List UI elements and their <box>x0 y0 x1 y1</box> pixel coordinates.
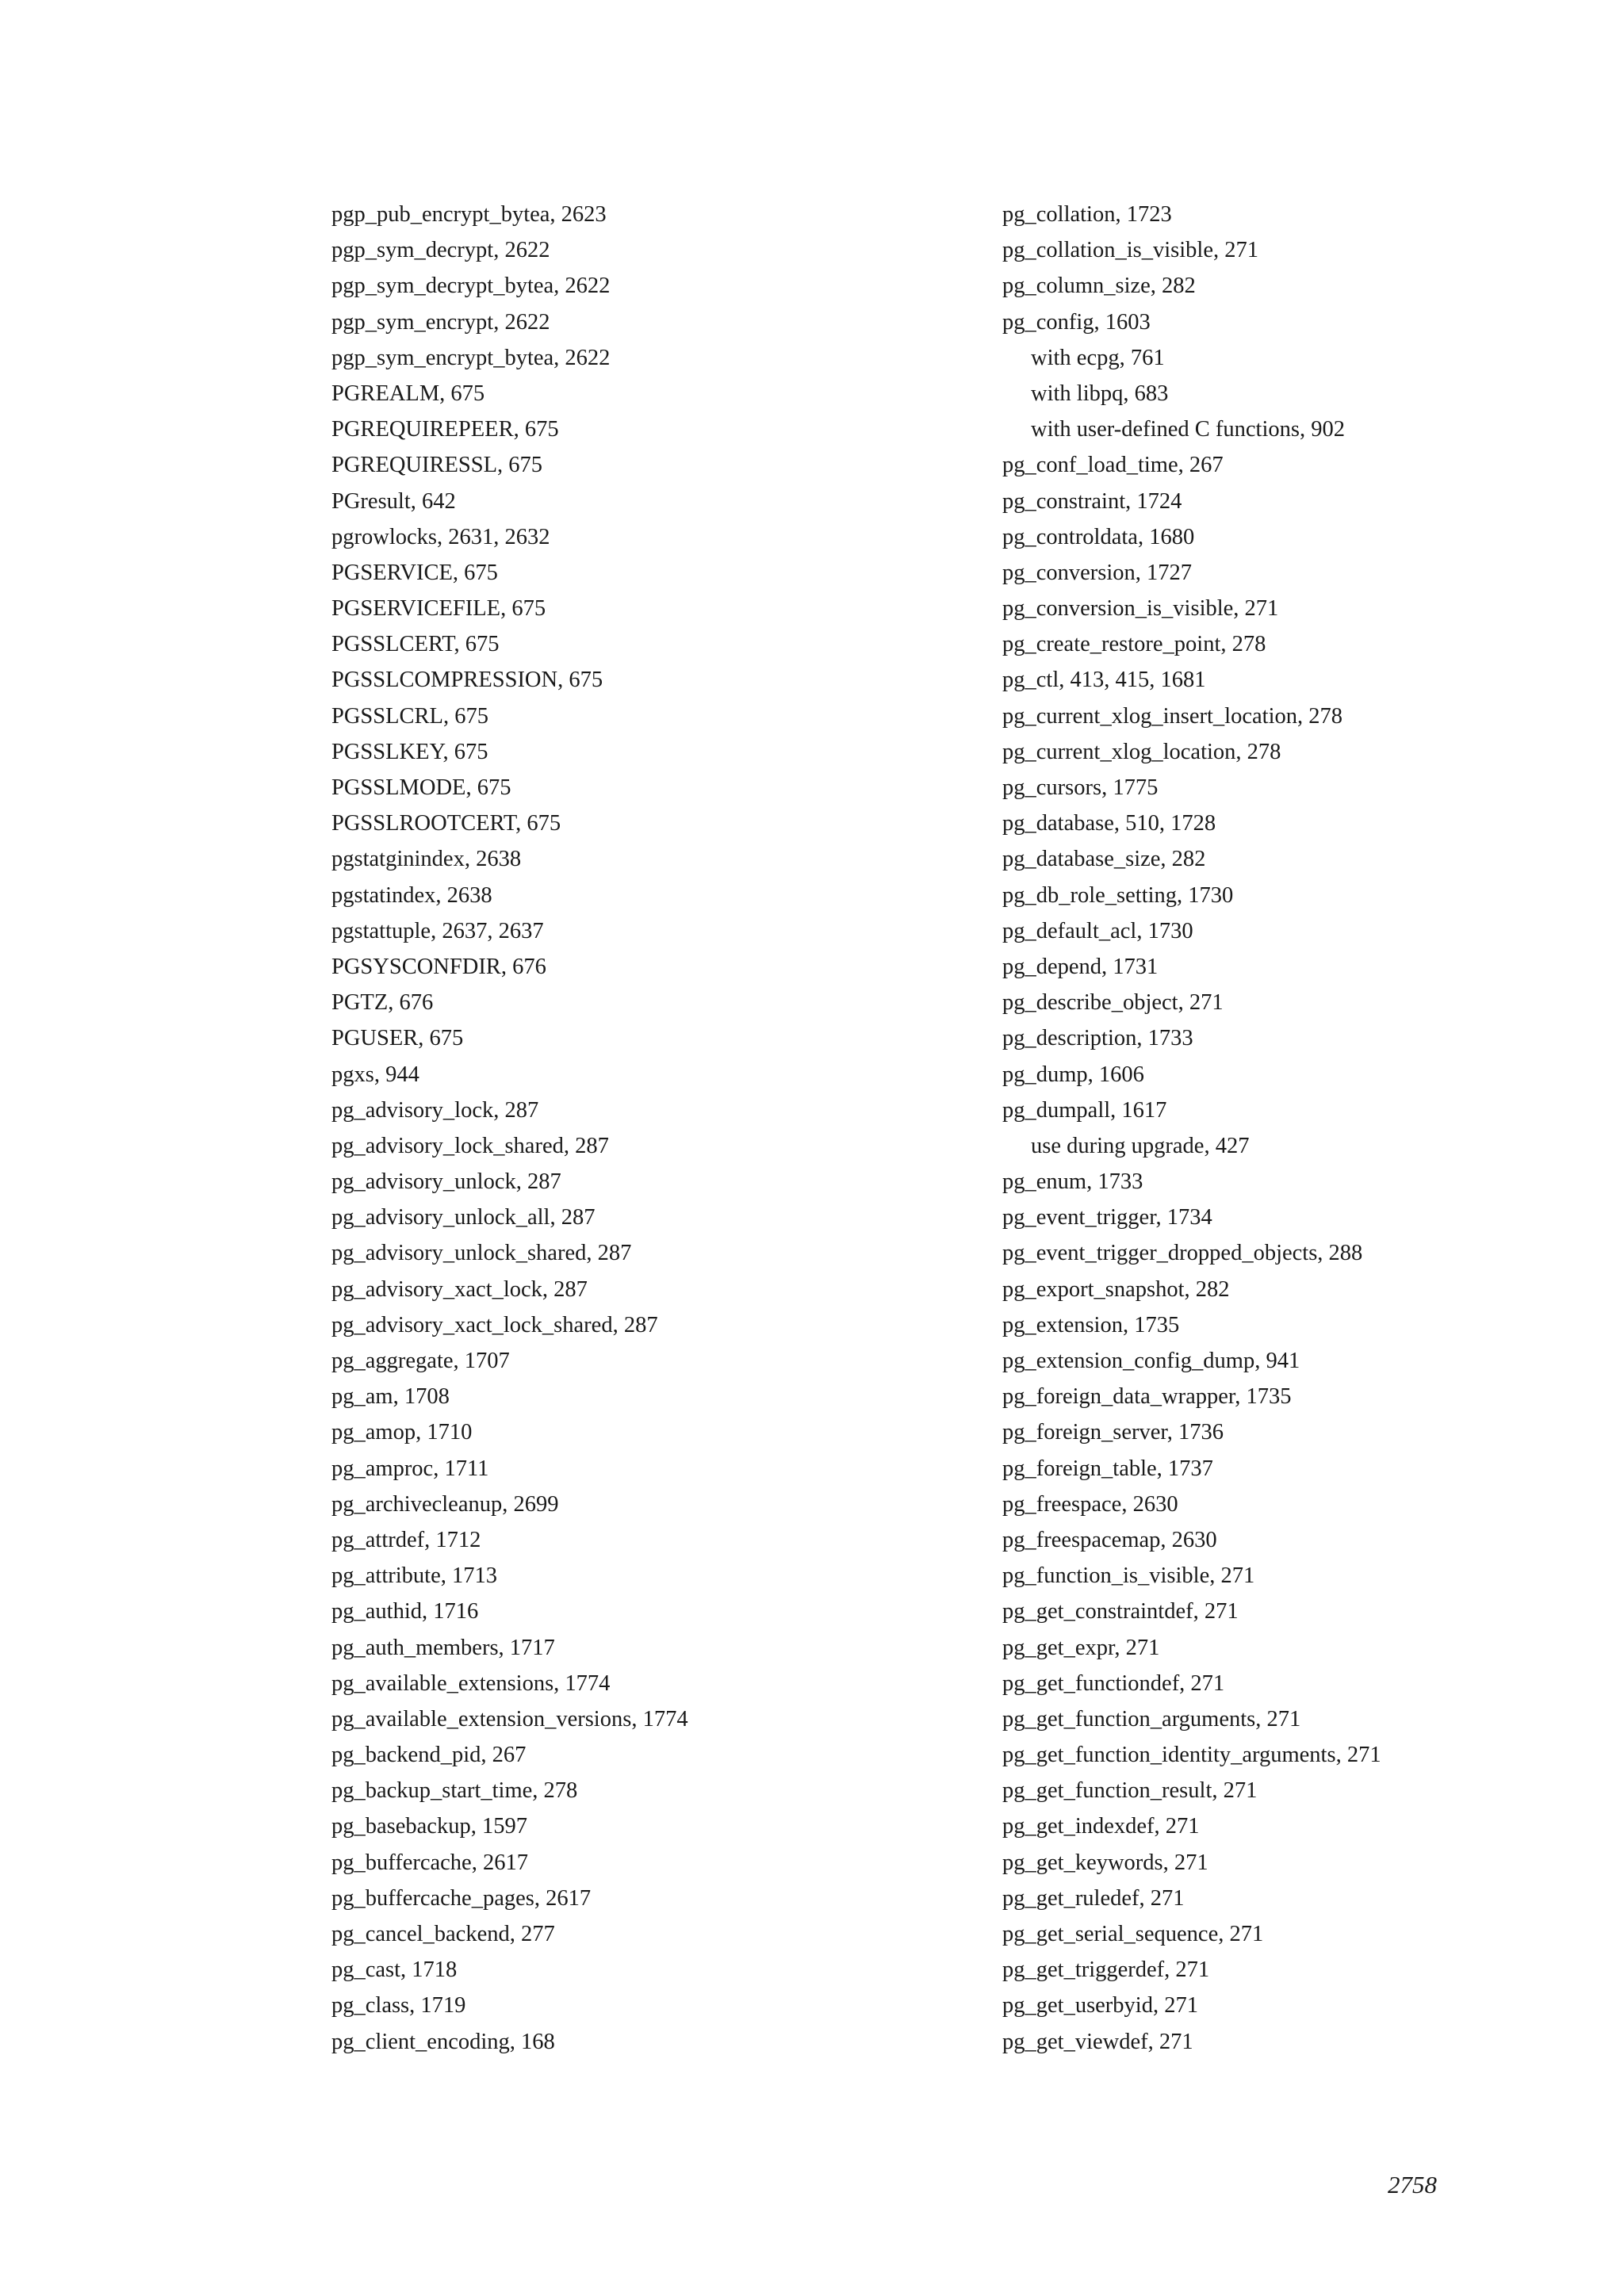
index-entry: pg_database_size, 282 <box>1002 847 1206 872</box>
index-entry: pg_extension, 1735 <box>1002 1312 1180 1337</box>
index-entry: pg_current_xlog_insert_location, 278 <box>1002 703 1342 729</box>
index-entry: pg_extension_config_dump, 941 <box>1002 1349 1300 1373</box>
index-entry: PGREALM, 675 <box>331 381 485 406</box>
index-entry: pg_advisory_lock_shared, 287 <box>331 1133 609 1158</box>
index-entry: pg_aggregate, 1707 <box>331 1349 510 1373</box>
index-entry: PGSSLROOTCERT, 675 <box>331 811 561 836</box>
index-entry: pg_current_xlog_location, 278 <box>1002 739 1281 764</box>
index-entry: pg_available_extension_versions, 1774 <box>331 1706 688 1732</box>
index-entry: pg_get_triggerdef, 271 <box>1002 1957 1210 1983</box>
index-entry: pg_config, 1603 <box>1002 309 1151 335</box>
index-entry: pg_get_function_arguments, 271 <box>1002 1706 1301 1732</box>
index-entry: PGSERVICEFILE, 675 <box>331 596 546 622</box>
index-entry: pg_cursors, 1775 <box>1002 775 1159 800</box>
index-entry: pg_advisory_unlock_shared, 287 <box>331 1241 632 1266</box>
index-entry: PGSSLCOMPRESSION, 675 <box>331 668 603 693</box>
index-entry: pg_conversion, 1727 <box>1002 560 1193 585</box>
index-entry: PGSSLMODE, 675 <box>331 775 511 800</box>
index-entry: pg_freespace, 2630 <box>1002 1491 1178 1517</box>
index-entry: pg_auth_members, 1717 <box>331 1635 555 1660</box>
index-entry: pg_controldata, 1680 <box>1002 524 1195 549</box>
index-entry: pgrowlocks, 2631, 2632 <box>331 524 550 549</box>
index-entry: pg_conversion_is_visible, 271 <box>1002 596 1279 622</box>
index-entry: pg_available_extensions, 1774 <box>331 1670 611 1696</box>
index-entry: pg_get_indexdef, 271 <box>1002 1814 1200 1839</box>
index-entry: pgp_sym_decrypt, 2622 <box>331 238 550 263</box>
index-entry: pg_default_acl, 1730 <box>1002 918 1193 943</box>
index-entry: pg_ctl, 413, 415, 1681 <box>1002 668 1206 693</box>
index-entry: pg_attribute, 1713 <box>331 1563 497 1589</box>
index-entry: pgp_sym_decrypt_bytea, 2622 <box>331 274 611 299</box>
index-entry: pg_get_userbyid, 271 <box>1002 1993 1198 2019</box>
index-entry: pgstatindex, 2638 <box>331 882 492 908</box>
index-entry: pg_collation, 1723 <box>1002 202 1172 227</box>
index-entry: pg_advisory_xact_lock_shared, 287 <box>331 1312 658 1337</box>
index-entry: pg_freespacemap, 2630 <box>1002 1527 1217 1552</box>
index-entry: pg_description, 1733 <box>1002 1026 1193 1051</box>
index-entry: pg_attrdef, 1712 <box>331 1527 481 1552</box>
index-entry: pg_archivecleanup, 2699 <box>331 1491 559 1517</box>
index-entry: pg_conf_load_time, 267 <box>1002 453 1224 478</box>
index-entry: pg_foreign_data_wrapper, 1735 <box>1002 1384 1292 1410</box>
index-entry: pg_client_encoding, 168 <box>331 2029 555 2054</box>
index-entry: pg_cancel_backend, 277 <box>331 1922 555 1946</box>
index-entry: PGSSLCERT, 675 <box>331 632 500 657</box>
index-entry: PGSYSCONFDIR, 676 <box>331 954 546 979</box>
index-entry: pg_get_keywords, 271 <box>1002 1850 1208 1875</box>
index-entry: pg_db_role_setting, 1730 <box>1002 882 1234 908</box>
index-entry: pg_event_trigger_dropped_objects, 288 <box>1002 1241 1363 1266</box>
index-entry: pg_export_snapshot, 282 <box>1002 1276 1230 1302</box>
index-entry: pg_buffercache, 2617 <box>331 1850 528 1875</box>
index-entry: pgstattuple, 2637, 2637 <box>331 918 544 943</box>
index-entry: pg_advisory_xact_lock, 287 <box>331 1276 588 1302</box>
index-entry: pg_enum, 1733 <box>1002 1169 1143 1195</box>
index-entry: pg_am, 1708 <box>331 1384 450 1410</box>
index-entry: PGSSLCRL, 675 <box>331 703 488 729</box>
index-entry: pgp_sym_encrypt, 2622 <box>331 309 550 335</box>
index-entry: pg_create_restore_point, 278 <box>1002 632 1266 657</box>
index-entry: pg_backend_pid, 267 <box>331 1743 527 1768</box>
index-entry: PGREQUIRESSL, 675 <box>331 453 543 478</box>
index-entry: pg_foreign_table, 1737 <box>1002 1456 1213 1481</box>
index-entry: pg_function_is_visible, 271 <box>1002 1563 1255 1589</box>
index-entry: pg_depend, 1731 <box>1002 954 1159 979</box>
index-entry: pgxs, 944 <box>331 1062 419 1087</box>
index-entry: pg_dump, 1606 <box>1002 1062 1144 1087</box>
index-entry: pg_get_expr, 271 <box>1002 1635 1160 1660</box>
index-entry: pg_get_function_result, 271 <box>1002 1778 1258 1804</box>
index-entry: pg_backup_start_time, 278 <box>331 1778 578 1804</box>
index-entry: PGresult, 642 <box>331 488 456 514</box>
index-entry: pg_advisory_unlock, 287 <box>331 1169 561 1195</box>
index-entry: pg_describe_object, 271 <box>1002 990 1224 1016</box>
index-entry: pg_cast, 1718 <box>331 1957 458 1983</box>
index-entry: pg_advisory_lock, 287 <box>331 1097 539 1123</box>
index-entry: pg_buffercache_pages, 2617 <box>331 1885 592 1911</box>
index-entry: pgp_pub_encrypt_bytea, 2623 <box>331 202 607 227</box>
index-entry: pg_amproc, 1711 <box>331 1456 489 1481</box>
index-entry: pg_class, 1719 <box>331 1993 466 2019</box>
index-entry: pg_constraint, 1724 <box>1002 488 1182 514</box>
index-subentry: with libpq, 683 <box>1031 381 1169 406</box>
index-entry: pg_database, 510, 1728 <box>1002 811 1216 836</box>
page-number: 2758 <box>1388 2171 1437 2198</box>
index-entry: pg_get_function_identity_arguments, 271 <box>1002 1743 1381 1768</box>
index-subentry: with user-defined C functions, 902 <box>1031 417 1345 442</box>
index-entry: pgstatginindex, 2638 <box>331 847 522 872</box>
index-subentry: use during upgrade, 427 <box>1031 1133 1250 1158</box>
index-entry: pg_event_trigger, 1734 <box>1002 1205 1212 1230</box>
index-subentry: with ecpg, 761 <box>1031 345 1165 370</box>
index-entry: PGTZ, 676 <box>331 990 434 1016</box>
index-entry: pg_authid, 1716 <box>331 1599 479 1624</box>
index-entry: PGSSLKEY, 675 <box>331 739 488 764</box>
index-entry: pg_foreign_server, 1736 <box>1002 1420 1224 1445</box>
index-entry: pg_get_functiondef, 271 <box>1002 1670 1225 1696</box>
index-entry: pg_get_ruledef, 271 <box>1002 1885 1185 1911</box>
index-column-right <box>1002 197 1381 2060</box>
index-entry: PGREQUIREPEER, 675 <box>331 417 559 442</box>
index-entry: pg_dumpall, 1617 <box>1002 1097 1167 1123</box>
index-entry: pg_get_constraintdef, 271 <box>1002 1599 1239 1624</box>
index-entry: pg_get_viewdef, 271 <box>1002 2029 1193 2054</box>
index-entry: pg_advisory_unlock_all, 287 <box>331 1205 596 1230</box>
index-entry: pg_get_serial_sequence, 271 <box>1002 1922 1264 1946</box>
index-entry: pg_column_size, 282 <box>1002 274 1196 299</box>
index-entry: pgp_sym_encrypt_bytea, 2622 <box>331 345 611 370</box>
index-column-left <box>331 197 688 2060</box>
index-entry: pg_amop, 1710 <box>331 1420 473 1445</box>
index-entry: pg_basebackup, 1597 <box>331 1814 527 1839</box>
index-entry: PGUSER, 675 <box>331 1026 464 1051</box>
index-entry: PGSERVICE, 675 <box>331 560 498 585</box>
index-entry: pg_collation_is_visible, 271 <box>1002 238 1258 263</box>
